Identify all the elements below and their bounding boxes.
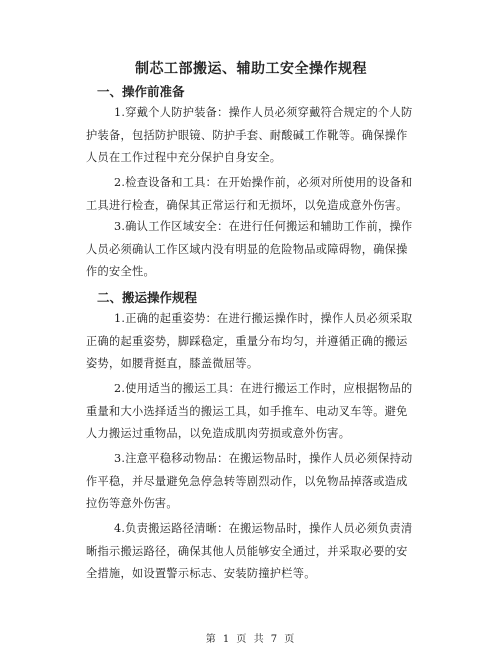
section-heading-preparation: 一、操作前准备 [97, 84, 185, 99]
paragraph: 2.使用适当的搬运工具：在进行搬运工作时，应根据物品的重量和大小选择适当的搬运工具，如手推车、电动叉车等。避免人力搬运过重物品，以免造成肌肉劳损或意外伤害。 [86, 382, 413, 440]
document-title: 制芯工部搬运、辅助工安全操作规程 [135, 61, 367, 77]
page-footer: 第 1 页 共 7 页 [205, 634, 297, 645]
section-heading-handling: 二、搬运操作规程 [97, 290, 198, 305]
paragraph: 4.负责搬运路径清晰：在搬运物品时，操作人员必须负责清晰指示搬运路径，确保其他人员能够安全通过，并采取必要的安全措施，如设置警示标志、安装防撞护栏等。 [86, 522, 413, 580]
paragraph: 1.穿戴个人防护装备：操作人员必须穿戴符合规定的个人防护装备，包括防护眼镜、防护手套、耐酸碱工作靴等。确保操作人员在工作过程中充分保护自身安全。 [86, 106, 413, 164]
paragraph: 1.正确的起重姿势：在进行搬运操作时，操作人员必须采取正确的起重姿势，脚踩稳定，重量分布均匀，并遵循正确的搬运姿势，如腰背挺直，膝盖微屈等。 [86, 312, 413, 370]
paragraph: 3.注意平稳移动物品：在搬运物品时，操作人员必须保持动作平稳，并尽量避免急停急转等剧烈动作，以免物品掉落或造成拉伤等意外伤害。 [86, 452, 413, 510]
paragraph: 2.检查设备和工具：在开始操作前，必须对所使用的设备和工具进行检查，确保其正常运行和无损坏，以免造成意外伤害。 [86, 176, 413, 212]
paragraph: 3.确认工作区域安全：在进行任何搬运和辅助工作前，操作人员必须确认工作区域内没有明显的危险物品或障碍物，确保操作的安全性。 [86, 220, 413, 278]
